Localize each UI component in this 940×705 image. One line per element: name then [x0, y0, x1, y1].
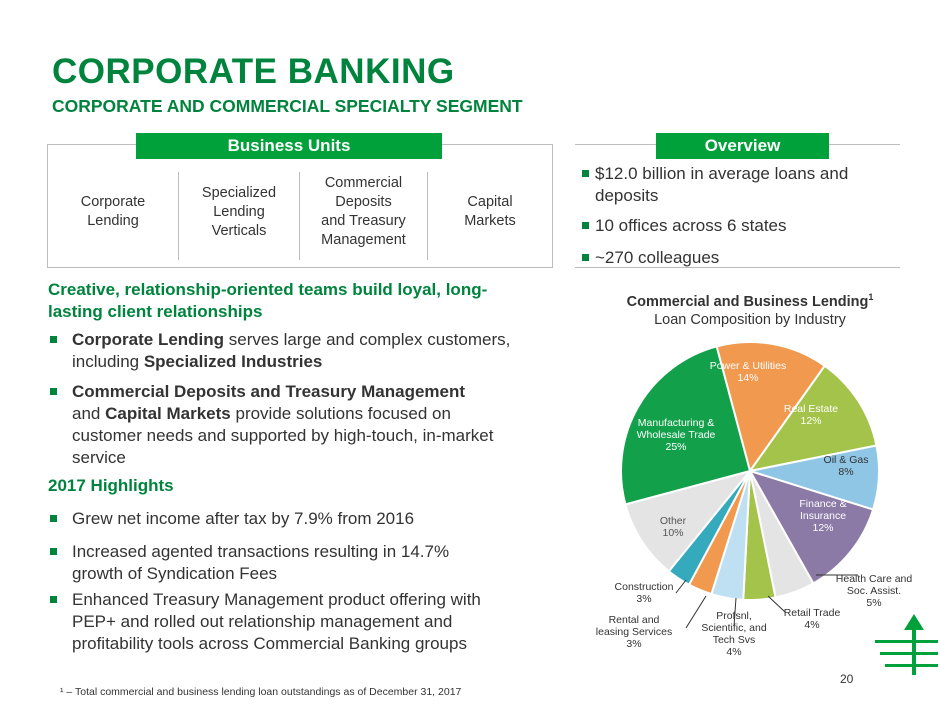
chart-title-text: Commercial and Business Lending: [626, 293, 869, 310]
pie-label: Oil & Gas 8%: [823, 454, 869, 478]
body-text: and: [72, 404, 106, 423]
pie-label: Power & Utilities 14%: [709, 360, 787, 384]
chart-title-superscript: 1: [868, 292, 874, 302]
pie-label: Health Care and Soc. Assist. 5%: [835, 573, 913, 609]
highlights-heading: 2017 Highlights: [48, 476, 174, 495]
unit-label: Commercial Deposits and Treasury Management: [321, 175, 406, 248]
body-text: serves large and complex customers, including: [72, 330, 511, 371]
page-subtitle: CORPORATE AND COMMERCIAL SPECIALTY SEGMENT: [52, 96, 523, 116]
highlight-item: Enhanced Treasury Management product offering with PEP+ and rolled out relationship management and profitability tools across Commercial Banking groups: [72, 590, 481, 653]
unit-label: Corporate Lending: [80, 194, 146, 229]
bold-text: Specialized Industries: [143, 352, 323, 371]
page-title: CORPORATE BANKING: [52, 52, 455, 91]
leader-line: [676, 580, 686, 593]
pie-label: Rental and leasing Services 3%: [595, 614, 673, 650]
pie-label: Construction 3%: [614, 581, 674, 605]
pie-label: Other 10%: [659, 515, 687, 539]
highlight-item: Grew net income after tax by 7.9% from 2016: [72, 509, 415, 528]
overview-item: 10 offices across 6 states: [595, 216, 787, 235]
pie-label: Manufacturing & Wholesale Trade 25%: [636, 417, 716, 453]
body-text: provide solutions focused on customer needs and supported by high-touch, in-market service: [72, 404, 494, 467]
page-number: 20: [840, 672, 854, 686]
highlight-item: Increased agented transactions resulting in 14.7% growth of Syndication Fees: [72, 542, 450, 583]
bold-text: Corporate Lending: [72, 330, 225, 349]
overview-item: $12.0 billion in average loans and deposits: [595, 164, 849, 205]
bold-text: Capital Markets: [105, 404, 231, 423]
unit-label: Capital Markets: [464, 194, 516, 229]
left-heading: Creative, relationship-oriented teams build loyal, long-lasting client relationships: [48, 280, 488, 321]
chart-subtitle: Loan Composition by Industry: [654, 312, 846, 328]
pie-label: Finance & Insurance 12%: [799, 498, 847, 534]
pie-label: Retail Trade 4%: [783, 607, 841, 631]
pie-label: Profsnl, Scientific, and Tech Svs 4%: [701, 610, 767, 658]
leader-line: [768, 596, 785, 612]
overview-header: Overview: [656, 133, 829, 159]
bold-text: Commercial Deposits and Treasury Management: [72, 382, 466, 401]
bank-logo-icon: [875, 614, 938, 675]
pie-label: Real Estate 12%: [783, 403, 839, 427]
unit-label: Specialized Lending Verticals: [201, 184, 277, 239]
footnote: ¹ – Total commercial and business lending loan outstandings as of December 31, 2017: [60, 686, 462, 698]
business-units-header: Business Units: [136, 133, 442, 159]
overview-item: ~270 colleagues: [595, 248, 720, 267]
